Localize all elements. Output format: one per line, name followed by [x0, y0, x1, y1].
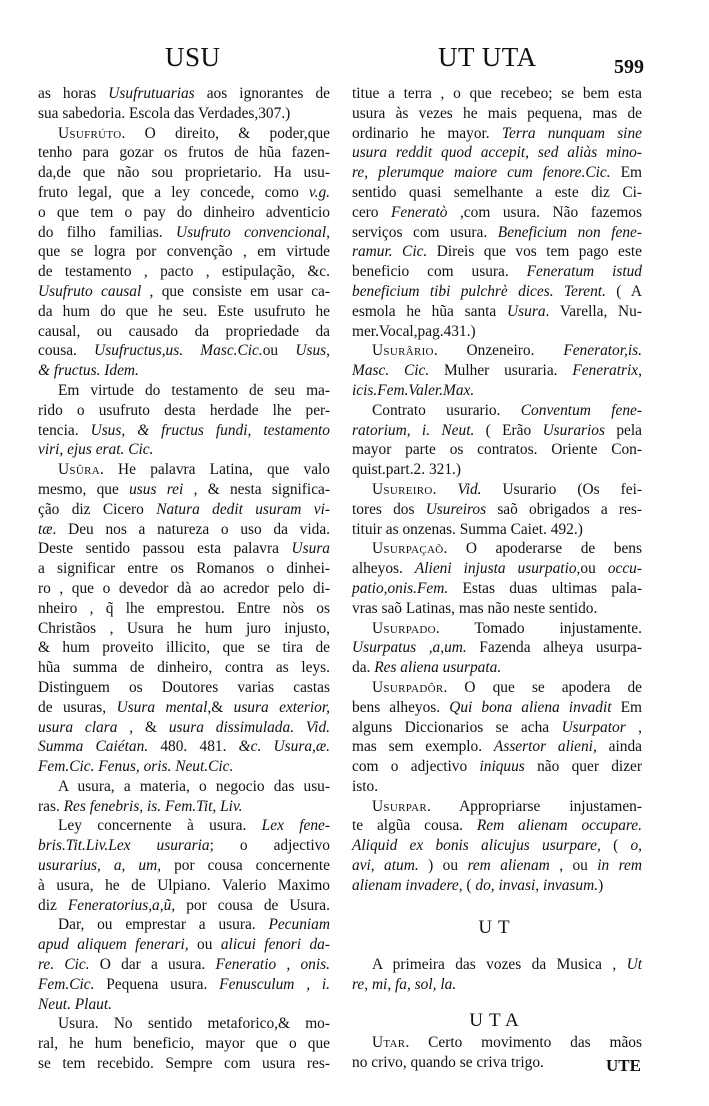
text-line — [352, 341, 642, 361]
latin-text: Natura dedit usuram vi- — [156, 500, 330, 518]
text-line — [38, 579, 330, 599]
body-text: ) — [598, 876, 604, 894]
body-text: diz — [38, 896, 68, 914]
latin-text: &c. Usura,æ. — [238, 738, 330, 756]
text-line — [38, 777, 330, 797]
text-line — [352, 500, 642, 520]
text-line — [38, 163, 330, 183]
text-line — [38, 460, 330, 480]
body-text: Em — [611, 698, 642, 716]
body-text: Contrato usurario. — [372, 401, 521, 419]
body-text: . Deu nos a natureza o uso da vida. — [52, 520, 330, 538]
latin-text: Aliquid ex bonis alicujus usurpare, — [352, 837, 601, 855]
text-line — [38, 559, 330, 579]
body-text: ( — [600, 837, 631, 855]
body-text: rido o usufruto desta herdade lhe per- — [38, 401, 330, 419]
latin-text: Summa Caiétan. — [38, 738, 149, 756]
text-line — [38, 658, 330, 678]
body-text: esmola he hũa santa — [352, 302, 508, 320]
body-text: alheyos. — [352, 560, 415, 578]
latin-text: patio,onis.Fem. — [352, 579, 449, 597]
body-text: por cousa concernente — [161, 857, 330, 875]
body-text: ,com usura. Não fazemos — [447, 203, 642, 221]
body-text: causal, ou causado da propriedade da — [38, 322, 330, 340]
text-line — [352, 440, 642, 460]
catchword: UTE — [606, 1056, 641, 1075]
section-heading: UTA — [469, 1010, 525, 1032]
text-line — [352, 520, 642, 540]
latin-text: Feneratum istud — [526, 263, 643, 281]
entry-headword: Utar — [372, 1033, 406, 1051]
body-text: as horas — [38, 85, 109, 102]
body-text: Em virtude do testamento de seu ma- — [58, 381, 330, 399]
latin-text: Usura — [291, 540, 330, 558]
entry-headword: Usurpar — [372, 797, 428, 815]
body-text: da hum do que he seu. Este usufruto he — [38, 302, 330, 320]
text-line — [352, 1053, 642, 1073]
body-text: o que tem o pay do dinheiro adventicio — [38, 203, 330, 221]
latin-text: do, invasi, invasum. — [475, 876, 599, 894]
latin-text: Usus, & fructus fundi, testamento — [90, 421, 331, 439]
text-line — [38, 104, 330, 124]
text-line — [352, 599, 642, 619]
text-line — [352, 737, 642, 757]
latin-text: Rem alienam occupare. — [476, 817, 642, 835]
text-line — [352, 678, 642, 698]
body-text: A usura, a materia, o negocio das usu- — [58, 777, 330, 795]
latin-text: Masc. Cic. — [352, 362, 430, 380]
body-text: te algũa cousa. — [352, 817, 477, 835]
body-text: no crivo, quando se criva trigo. — [352, 1053, 544, 1071]
body-text: hũa summa de dinheiro, contra as leys. — [38, 659, 330, 677]
text-line — [38, 282, 330, 302]
entry-headword: Usurpado — [372, 619, 436, 637]
body-text: bens alheyos. — [352, 698, 450, 716]
latin-text: Usufruto convencional, — [175, 223, 330, 241]
text-line — [38, 203, 330, 223]
latin-text: usura reddit quod accepit, sed aliàs mino- — [352, 144, 642, 162]
left-column — [38, 84, 330, 1074]
text-line — [38, 757, 330, 777]
body-text: mer.Vocal,pag.431.) — [352, 322, 476, 340]
entry-headword: Usurpadôr — [372, 678, 444, 696]
text-line — [38, 480, 330, 500]
text-line — [38, 797, 330, 817]
body-text: ras. — [38, 797, 64, 815]
body-text: à usura, he de Ulpiano. Valerio Maximo — [38, 876, 330, 894]
text-line — [38, 242, 330, 262]
latin-text: usura dissimulada. Vid. — [168, 718, 330, 736]
text-line — [352, 559, 642, 579]
body-text: mas sem exemplo. — [352, 738, 494, 756]
text-line — [352, 1033, 642, 1053]
text-line — [352, 876, 642, 896]
latin-text: re. Cic. — [38, 956, 90, 974]
latin-text: Feneratò — [391, 203, 448, 221]
text-line — [38, 737, 330, 757]
latin-text: Lex fene- — [261, 817, 330, 835]
body-text: . O apoderarse de bens — [443, 540, 642, 558]
text-line — [38, 619, 330, 639]
body-text: O dar a usura. — [89, 956, 216, 974]
text-line — [352, 975, 642, 995]
text-line — [38, 302, 330, 322]
body-text: a significar entre os Romanos o dinhei- — [38, 560, 330, 578]
text-line — [352, 124, 642, 144]
text-line — [38, 520, 330, 540]
latin-text: viri, ejus erat. Cic. — [38, 441, 154, 459]
body-text: usura às vezes he mais pequena, mas de — [352, 104, 642, 122]
body-text: Estas duas ultimas pala- — [448, 579, 642, 597]
text-line — [38, 223, 330, 243]
body-text: , ou — [549, 857, 598, 875]
body-text: por cousa de Usura. — [175, 896, 330, 914]
body-text: . Certo movimento das mãos — [405, 1033, 642, 1051]
latin-text: usus rei — [129, 480, 184, 498]
body-text: , — [625, 718, 642, 736]
body-text: mesmo, que — [38, 480, 130, 498]
text-line — [38, 361, 330, 381]
latin-text: Feneratrix, — [572, 362, 642, 380]
latin-text: re, plerumque maiore cum fenore.Cic. — [352, 164, 611, 182]
body-text: ( — [462, 876, 476, 894]
text-line — [352, 638, 642, 658]
text-line — [352, 104, 642, 124]
text-line — [38, 896, 330, 916]
body-text: . Appropriarse injustamen- — [427, 797, 642, 815]
body-text: , & — [117, 718, 169, 736]
text-line — [352, 361, 642, 381]
text-line — [38, 836, 330, 856]
body-text: ( A — [605, 282, 643, 300]
entry-headword: Usurârio — [372, 342, 434, 360]
text-line — [38, 84, 330, 104]
text-line — [38, 856, 330, 876]
text-line — [352, 302, 642, 322]
body-text: vras saõ Latinas, mas não neste sentido. — [352, 599, 598, 617]
latin-text: usurarius, a, um, — [38, 857, 162, 875]
text-line — [38, 718, 330, 738]
body-text: tenho para gozar os frutos de hũa fazen- — [38, 144, 330, 162]
body-text: Pequena usura. — [94, 975, 220, 993]
running-head-right: UT UTA — [438, 42, 537, 72]
text-line — [38, 955, 330, 975]
latin-text: alienam invadere, — [352, 876, 463, 894]
latin-text: Usufructus,us. Masc.Cic. — [94, 342, 263, 360]
text-line — [38, 876, 330, 896]
latin-text: Feneratorius,a,ũ, — [67, 896, 176, 914]
text-line — [352, 777, 642, 797]
latin-text: Fem.Cic. — [38, 975, 95, 993]
body-text: quist.part.2. 321.) — [352, 461, 462, 479]
text-line — [352, 836, 642, 856]
latin-text: Terra nunquam sine — [501, 124, 642, 142]
latin-text: Usurpator — [561, 718, 626, 736]
latin-text: bris.Tit.Liv.Lex usuraria — [38, 837, 210, 855]
text-line — [352, 421, 642, 441]
text-line — [38, 124, 330, 144]
latin-text: Ut — [626, 956, 642, 974]
latin-text: Fem.Cic. Fenus, oris. Neut.Cic. — [38, 758, 234, 776]
body-text: . O direito, & poder,que — [121, 124, 330, 142]
latin-text: & fructus. Idem. — [38, 362, 139, 380]
text-line — [352, 242, 642, 262]
body-text: A primeira das vozes da Musica , — [372, 956, 627, 974]
latin-text: usura clara — [38, 718, 118, 736]
text-line — [352, 322, 642, 342]
body-text: . Onzeneiro. — [433, 342, 564, 360]
body-text: beneficio com usura. — [352, 263, 527, 281]
latin-text: Assertor alieni, — [493, 738, 597, 756]
body-text: da,de que não sou proprietario. Ha usu- — [38, 164, 330, 182]
body-text: . Varella, Nu- — [545, 302, 642, 320]
text-line — [38, 401, 330, 421]
body-text: ção diz Cicero — [38, 500, 157, 518]
latin-text: alicui fenori da- — [220, 936, 330, 954]
text-line — [352, 163, 642, 183]
text-line — [352, 282, 642, 302]
running-head-left: USU — [165, 42, 221, 72]
body-text: serviços com usura. — [352, 223, 498, 241]
latin-text: Fenerator,is. — [563, 342, 642, 360]
text-line — [352, 84, 642, 104]
text-line — [38, 698, 330, 718]
body-text: tores dos — [352, 500, 426, 518]
body-text: aos ignorantes de — [194, 85, 330, 102]
text-line — [352, 183, 642, 203]
text-line — [38, 539, 330, 559]
text-line — [352, 223, 642, 243]
body-text: . He palavra Latina, que valo — [99, 461, 330, 479]
body-text: Christãos , Usura he hum juro injusto, — [38, 619, 330, 637]
text-line — [352, 658, 642, 678]
entry-headword: Usurpaçaõ — [372, 540, 444, 558]
body-text: Distinguem os Doutores varias castas — [38, 678, 330, 696]
text-line — [352, 401, 642, 421]
body-text: alguns Diccionarios se acha — [352, 718, 562, 736]
text-line — [38, 638, 330, 658]
body-text: ) ou — [418, 857, 468, 875]
body-text: ordinario he mayor. — [352, 124, 502, 142]
section-heading: UT — [478, 916, 516, 938]
latin-text: occu- — [607, 560, 642, 578]
latin-text: avi, atum. — [352, 857, 419, 875]
body-text: que se logra por convenção , em virtude — [38, 243, 330, 261]
latin-text: Usurarios — [542, 421, 605, 439]
body-text: Fazenda alheya usurpa- — [466, 639, 642, 657]
body-text: Direis que vos tem pago este — [427, 243, 642, 261]
latin-text: Feneratio , onis. — [215, 956, 330, 974]
text-line — [38, 995, 330, 1015]
text-line — [38, 1034, 330, 1054]
body-text: ou — [580, 560, 608, 578]
text-line — [38, 599, 330, 619]
latin-text: Usureiros — [425, 500, 487, 518]
body-text: . Tomado injustamente. — [435, 619, 642, 637]
text-line — [352, 856, 642, 876]
text-line — [38, 915, 330, 935]
latin-text: in rem — [597, 857, 643, 875]
entry-headword: Usûra — [58, 461, 100, 479]
text-line — [38, 816, 330, 836]
latin-text: Beneficium non fene- — [497, 223, 642, 241]
text-line — [352, 460, 642, 480]
latin-text: usura exterior, — [233, 698, 330, 716]
body-text: Mulher usuraria. — [429, 362, 573, 380]
latin-text: Usus, — [295, 342, 330, 360]
body-text: & hum proveito illicito, que se tira de — [38, 639, 330, 657]
body-text: se tem recebido. Sempre com usura res- — [38, 1055, 330, 1073]
body-text: Dar, ou emprestar a usura. — [58, 916, 269, 934]
body-text: . — [432, 480, 458, 498]
latin-text: Pecuniam — [268, 916, 330, 934]
text-line — [38, 975, 330, 995]
text-line — [38, 935, 330, 955]
entry-headword: Usureiro — [372, 480, 433, 498]
body-text: do filho familias. — [38, 223, 176, 241]
text-line — [352, 203, 642, 223]
text-line — [38, 322, 330, 342]
latin-text: rem alienam — [467, 857, 550, 875]
latin-text: Usurpatus ,a,um. — [352, 639, 467, 657]
text-line — [38, 678, 330, 698]
latin-text: Vid. — [457, 480, 482, 498]
latin-text: Usufrutuarias — [108, 85, 195, 102]
body-text: mayor parte os contratos. Oriente Con- — [352, 441, 642, 459]
text-line — [38, 1054, 330, 1074]
text-line — [38, 183, 330, 203]
text-line — [38, 421, 330, 441]
entry-headword: Usufrúto — [58, 124, 122, 142]
body-text: com o adjectivo — [352, 758, 480, 776]
latin-text: Qui bona aliena invadit — [449, 698, 612, 716]
text-line — [352, 797, 642, 817]
latin-text: v.g. — [308, 183, 330, 201]
body-text: ou — [262, 342, 296, 360]
body-text: titue a terra , o que recebeo; se bem esta — [352, 85, 642, 102]
latin-text: Neut. Plaut. — [38, 995, 112, 1013]
latin-text: icis.Fem.Valer.Max. — [352, 381, 475, 399]
right-column — [352, 84, 642, 1072]
text-line — [352, 955, 642, 975]
body-text: saõ obrigados a res- — [486, 500, 642, 518]
body-text: Deste sentido passou esta palavra — [38, 540, 292, 558]
latin-text: o, — [630, 837, 642, 855]
body-text: ( Erão — [474, 421, 543, 439]
text-line — [38, 341, 330, 361]
body-text: de testamento , pacto , estipulação, &c. — [38, 263, 330, 281]
body-text: ro , que o devedor dà ao acredor pelo di- — [38, 579, 330, 597]
body-text: , que consiste em usar ca- — [141, 282, 330, 300]
body-text: sentido quasi semelhante a este diz Ci- — [352, 183, 642, 201]
body-text: da. — [352, 659, 375, 677]
text-line — [38, 440, 330, 460]
latin-text: tæ — [38, 520, 53, 538]
text-line — [38, 262, 330, 282]
body-text: fruto legal, que a ley concede, como — [38, 183, 309, 201]
body-text: cousa. — [38, 342, 95, 360]
body-text: sua sabedoria. Escola das Verdades,307.) — [38, 104, 291, 122]
body-text: ou — [188, 936, 221, 954]
latin-text: ramur. Cic. — [352, 243, 428, 261]
body-text: ral, he hum beneficio, mayor que o que — [38, 1035, 330, 1053]
body-text: . O que se apodera de — [443, 678, 642, 696]
body-text: Ley concernente à usura. — [58, 817, 262, 835]
body-text: isto. — [352, 777, 379, 795]
latin-text: re, mi, fa, sol, la. — [352, 976, 457, 994]
body-text: tencia. — [38, 421, 91, 439]
text-line — [352, 262, 642, 282]
text-line — [352, 480, 642, 500]
text-line — [352, 539, 642, 559]
text-line — [352, 381, 642, 401]
text-line — [38, 381, 330, 401]
body-text: Usurario (Os fei- — [481, 480, 642, 498]
page-number: 599 — [614, 56, 644, 78]
body-text: ; o adjectivo — [209, 837, 331, 855]
text-line — [352, 579, 642, 599]
latin-text: ratorium, i. Neut. — [352, 421, 475, 439]
latin-text: Usura — [507, 302, 546, 320]
body-text: Usura. No sentido metaforico,& mo- — [58, 1015, 330, 1033]
text-line — [352, 698, 642, 718]
body-text: Em — [610, 164, 642, 182]
body-text: não quer dizer — [524, 758, 642, 776]
latin-text: Conventum fene- — [520, 401, 642, 419]
text-line — [352, 816, 642, 836]
text-line — [38, 500, 330, 520]
latin-text: Alieni injusta usurpatio, — [414, 560, 581, 578]
text-line — [352, 143, 642, 163]
latin-text: Res fenebris, is. Fem.Tit, Liv. — [63, 797, 243, 815]
latin-text: apud aliquem fenerari, — [38, 936, 189, 954]
body-text: , & nesta significa- — [183, 480, 330, 498]
body-text: ainda — [596, 738, 642, 756]
latin-text: beneficium tibi pulchrè dices. Terent. — [352, 282, 606, 300]
body-text: & — [211, 698, 234, 716]
text-line — [38, 143, 330, 163]
latin-text: Usufruto causal — [38, 282, 142, 300]
latin-text: Fenusculum , i. — [219, 975, 330, 993]
body-text: de usuras, — [38, 698, 117, 716]
text-line — [352, 718, 642, 738]
text-line — [38, 1014, 330, 1034]
latin-text: Res aliena usurpata. — [374, 659, 502, 677]
body-text: pela — [605, 421, 642, 439]
latin-text: Usura mental, — [116, 698, 212, 716]
latin-text: iniquus — [479, 758, 525, 776]
body-text: tituir as onzenas. Summa Caiet. 492.) — [352, 520, 583, 538]
body-text: 480. 481. — [148, 738, 239, 756]
body-text: nheiro , q̃ lhe emprestou. Entre nòs os — [38, 599, 330, 617]
text-line — [352, 619, 642, 639]
body-text: cero — [352, 203, 392, 221]
text-line — [352, 757, 642, 777]
